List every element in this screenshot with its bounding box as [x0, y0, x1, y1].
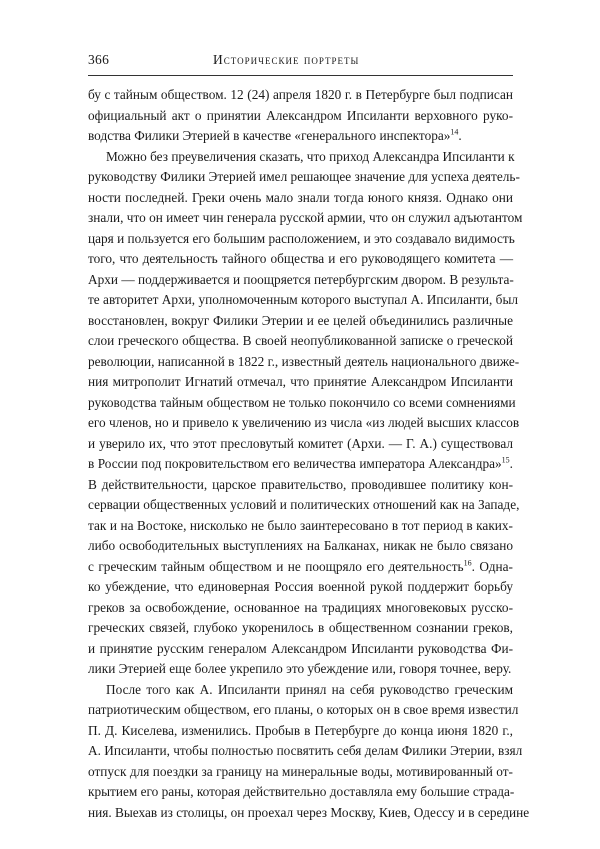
- text-line: [88, 577, 513, 598]
- footnote-ref[interactable]: 14: [450, 127, 459, 137]
- body-text: [88, 85, 530, 823]
- text-line: [88, 741, 523, 762]
- line-text: царя и пользуется его большим расположением, и это создавало видимость: [88, 230, 515, 246]
- line-text: водства Филики Этерией в качестве «генерального инспектора»: [88, 128, 451, 143]
- text-line: [88, 659, 513, 680]
- text-line: [88, 147, 513, 168]
- text-line: [88, 393, 516, 414]
- text-line: [88, 126, 513, 147]
- text-line: [88, 721, 513, 742]
- text-line: [88, 618, 513, 639]
- text-line: [88, 516, 513, 537]
- text-line: [88, 413, 520, 434]
- text-line: [88, 167, 520, 188]
- text-line: [88, 475, 513, 496]
- text-line: [88, 229, 513, 250]
- line-text: ности последней. Греки очень мало знали тогда юного князя. Однако они: [88, 189, 513, 205]
- line-text: ния митрополит Игнатий отмечал, что принятие Александром Ипсиланти: [88, 374, 513, 389]
- line-text: ко убеждение, что единоверная Россия военной рукой поддержит борьбу: [88, 579, 513, 594]
- line-text: сервации общественных условий и политических отношений как на Западе,: [88, 497, 520, 512]
- running-header: [88, 50, 513, 70]
- line-text: слои греческого общества. В своей неопубликованной записке о греческой: [88, 333, 513, 348]
- line-text: руководства тайным обществом не только покончило со всеми сомнениями: [88, 394, 516, 410]
- text-line: [88, 454, 513, 475]
- line-text: и уверило их, что этот пресловутый комитет (Архи. — Г. А.) существовал: [88, 435, 513, 451]
- line-text: с греческим тайным обществом и не поощряло его деятельность: [88, 558, 464, 574]
- line-text: в России под покровительством его величества императора Александра»: [88, 456, 502, 471]
- line-text: В действительности, царское правительство, проводившее политику кон-: [88, 476, 513, 492]
- text-line: [88, 495, 520, 516]
- line-text: После того как А. Ипсиланти принял на себя руководство греческим: [106, 681, 513, 697]
- line-text: крытием его раны, которая действительно доставляла ему большие страда-: [88, 784, 515, 799]
- text-line: [88, 208, 523, 229]
- line-text: восстановлен, вокруг Филики Этерии и ее целей объединились различные: [88, 312, 513, 328]
- line-text: либо освободительных выступлениях на Балканах, никак не было связано: [88, 538, 513, 553]
- page-number: 366: [88, 52, 110, 67]
- text-line: [88, 700, 519, 721]
- line-text: и принятие русским генералом Александром Ипсиланти руководства Фи-: [88, 640, 513, 656]
- header-rule: [88, 75, 513, 76]
- text-line: [88, 557, 513, 578]
- text-line: [88, 762, 513, 783]
- line-text: Можно без преувеличения сказать, что приход Александра Ипсиланти к: [106, 148, 515, 164]
- text-line: [88, 782, 513, 803]
- line-text: лики Этерией еще более укрепило это убеждение или, говоря точнее, веру.: [88, 661, 512, 676]
- line-text: отпуск для поездки за границу на минеральные воды, мотивированный от-: [88, 763, 513, 779]
- text-line: [88, 85, 513, 106]
- line-text: Архи — поддерживается и поощряется петербургским двором. В результа-: [88, 271, 514, 287]
- text-line: [88, 434, 513, 455]
- text-line: [88, 249, 513, 270]
- text-line: [88, 352, 520, 373]
- text-line: [88, 536, 513, 557]
- line-text: те авторитет Архи, уполномоченным которого выступал А. Ипсиланти, был: [88, 292, 519, 307]
- line-text-tail: . Одна-: [471, 558, 513, 574]
- line-text: ния. Выехав из столицы, он проехал через Москву, Киев, Одессу и в середине: [88, 804, 530, 820]
- line-text: знали, что он имеет чин генерала русской армии, что он служил адъютантом: [88, 210, 523, 225]
- line-text: руководству Филики Этерией имел решающее значение для успеха деятель-: [88, 169, 520, 184]
- line-text: официальный акт о принятии Александром Ипсиланти верховного руко-: [88, 107, 513, 123]
- line-text: патриотическим обществом, его планы, о которых он в свое время известил: [88, 702, 519, 717]
- line-text: П. Д. Киселева, изменились. Пробыв в Петербурге до конца июня 1820 г.,: [88, 722, 513, 738]
- text-line: [88, 680, 513, 701]
- line-text: его членов, но и привело к увеличению из числа «из людей высших классов: [88, 415, 520, 430]
- line-text: греческих связей, глубоко укоренилось в общественном сознании греков,: [88, 620, 513, 635]
- text-line: [88, 188, 513, 209]
- line-text: бу с тайным обществом. 12 (24) апреля 1820 г. в Петербурге был подписан: [88, 87, 513, 102]
- text-line: [88, 270, 513, 291]
- text-line: [88, 331, 513, 352]
- footnote-ref[interactable]: 16: [463, 558, 472, 568]
- text-line: [88, 598, 513, 619]
- text-line: [88, 803, 530, 824]
- running-title: Исторические портреты: [213, 52, 360, 67]
- text-line: [88, 372, 513, 393]
- text-line: [88, 311, 513, 332]
- line-text-tail: .: [509, 456, 513, 471]
- line-text-tail: .: [458, 128, 462, 143]
- line-text: революции, написанной в 1822 г., известный деятель национального движе-: [88, 353, 520, 369]
- line-text: того, что деятельность тайного общества и его руководящего комитета —: [88, 251, 513, 266]
- line-text: так и на Востоке, нисколько не было заинтересовано в тот период в каких-: [88, 517, 513, 533]
- line-text: греков за освобождение, основанное на традициях многовековых русско-: [88, 599, 513, 615]
- text-line: [88, 639, 513, 660]
- footnote-ref[interactable]: 15: [501, 455, 510, 465]
- text-line: [88, 106, 513, 127]
- line-text: А. Ипсиланти, чтобы полностью посвятить себя делам Филики Этерии, взял: [88, 743, 523, 758]
- text-line: [88, 290, 519, 311]
